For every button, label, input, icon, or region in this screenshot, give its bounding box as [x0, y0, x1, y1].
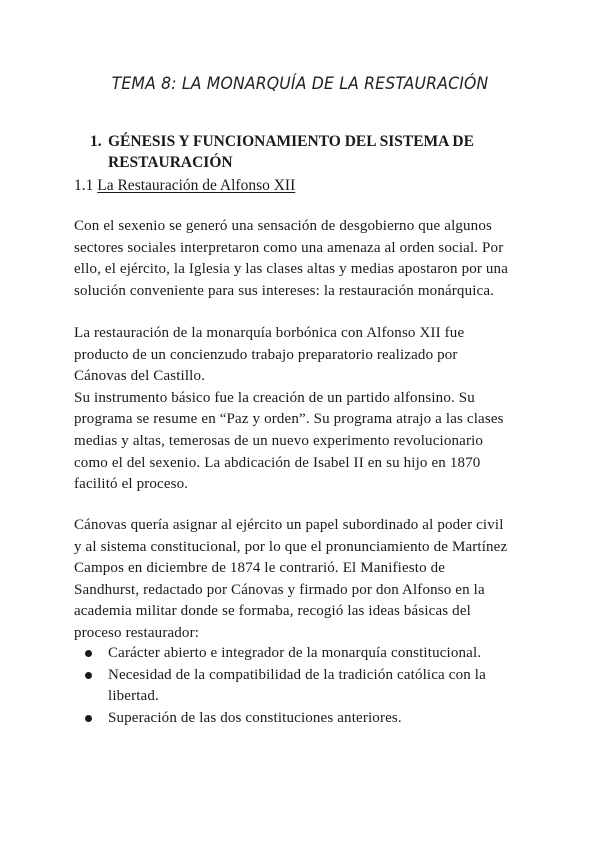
section-heading-line: GÉNESIS Y FUNCIONAMIENTO DEL SISTEMA DE	[108, 133, 474, 150]
paragraph-line: La restauración de la monarquía borbónica con Alfonso XII fue	[74, 325, 465, 341]
paragraph-line: Con el sexenio se generó una sensación de desgobierno que algunos	[74, 218, 492, 234]
list-item	[74, 708, 534, 730]
list-item-line: Superación de las dos constituciones anteriores.	[108, 709, 402, 726]
paragraph-line: proceso restaurador:	[74, 624, 200, 641]
paragraph-line: facilitó el proceso.	[74, 476, 189, 493]
paragraph-1	[74, 216, 534, 302]
paragraph-2	[74, 323, 534, 496]
section-heading	[90, 131, 530, 173]
paragraph-line: academia militar donde se formaba, recogió las ideas básicas del	[74, 603, 471, 620]
paragraph-line: sectores sociales interpretaron como una amenaza al orden social. Por	[74, 239, 504, 256]
paragraph-line: programa se resume en “Paz y orden”. Su programa atrajo a las clases	[74, 411, 504, 428]
paragraph-line: Campos en diciembre de 1874 le contrarió. El Manifiesto de	[74, 560, 446, 577]
paragraph-line: Su instrumento básico fue la creación de un partido alfonsino. Su	[74, 389, 475, 406]
subsection-heading	[74, 176, 295, 196]
page-title: TEMA 8: LA MONARQUÍA DE LA RESTAURACIÓN	[111, 74, 489, 94]
section-heading-text	[108, 131, 474, 173]
list-item-line: Necesidad de la compatibilidad de la tradición católica con la	[108, 666, 486, 683]
paragraph-line: solución conveniente para sus intereses: la restauración monárquica.	[74, 282, 495, 299]
subsection-title: La Restauración de Alfonso XII	[97, 177, 296, 194]
paragraph-line: y al sistema constitucional, por lo que el pronunciamiento de Martínez	[74, 538, 508, 555]
bullet-icon	[85, 715, 92, 722]
paragraph-line: Cánovas quería asignar al ejército un papel subordinado al poder civil	[74, 517, 504, 533]
subsection-number: 1.1	[74, 177, 94, 194]
section-number: 1.	[90, 133, 102, 150]
paragraph-3	[74, 515, 534, 645]
paragraph-line: Cánovas del Castillo.	[74, 368, 206, 385]
paragraph-line: ello, el ejército, la Iglesia y las clases altas y medias apostaron por una	[74, 261, 509, 278]
section-heading-line: RESTAURACIÓN	[108, 154, 233, 171]
list-item-line: libertad.	[108, 688, 159, 705]
paragraph-line: Sandhurst, redactado por Cánovas y firmado por don Alfonso en la	[74, 581, 485, 598]
paragraph-line: medias y altas, temerosas de un nuevo experimento revolucionario	[74, 432, 484, 449]
paragraph-line: como el del sexenio. La abdicación de Isabel II en su hijo en 1870	[74, 454, 481, 471]
list-item-line: Carácter abierto e integrador de la monarquía constitucional.	[108, 645, 482, 661]
bullet-icon	[85, 650, 92, 657]
list-item	[74, 665, 534, 708]
bullet-list	[74, 643, 534, 729]
bullet-icon	[85, 672, 92, 679]
paragraph-line: producto de un concienzudo trabajo preparatorio realizado por	[74, 346, 458, 363]
list-item	[74, 643, 534, 665]
